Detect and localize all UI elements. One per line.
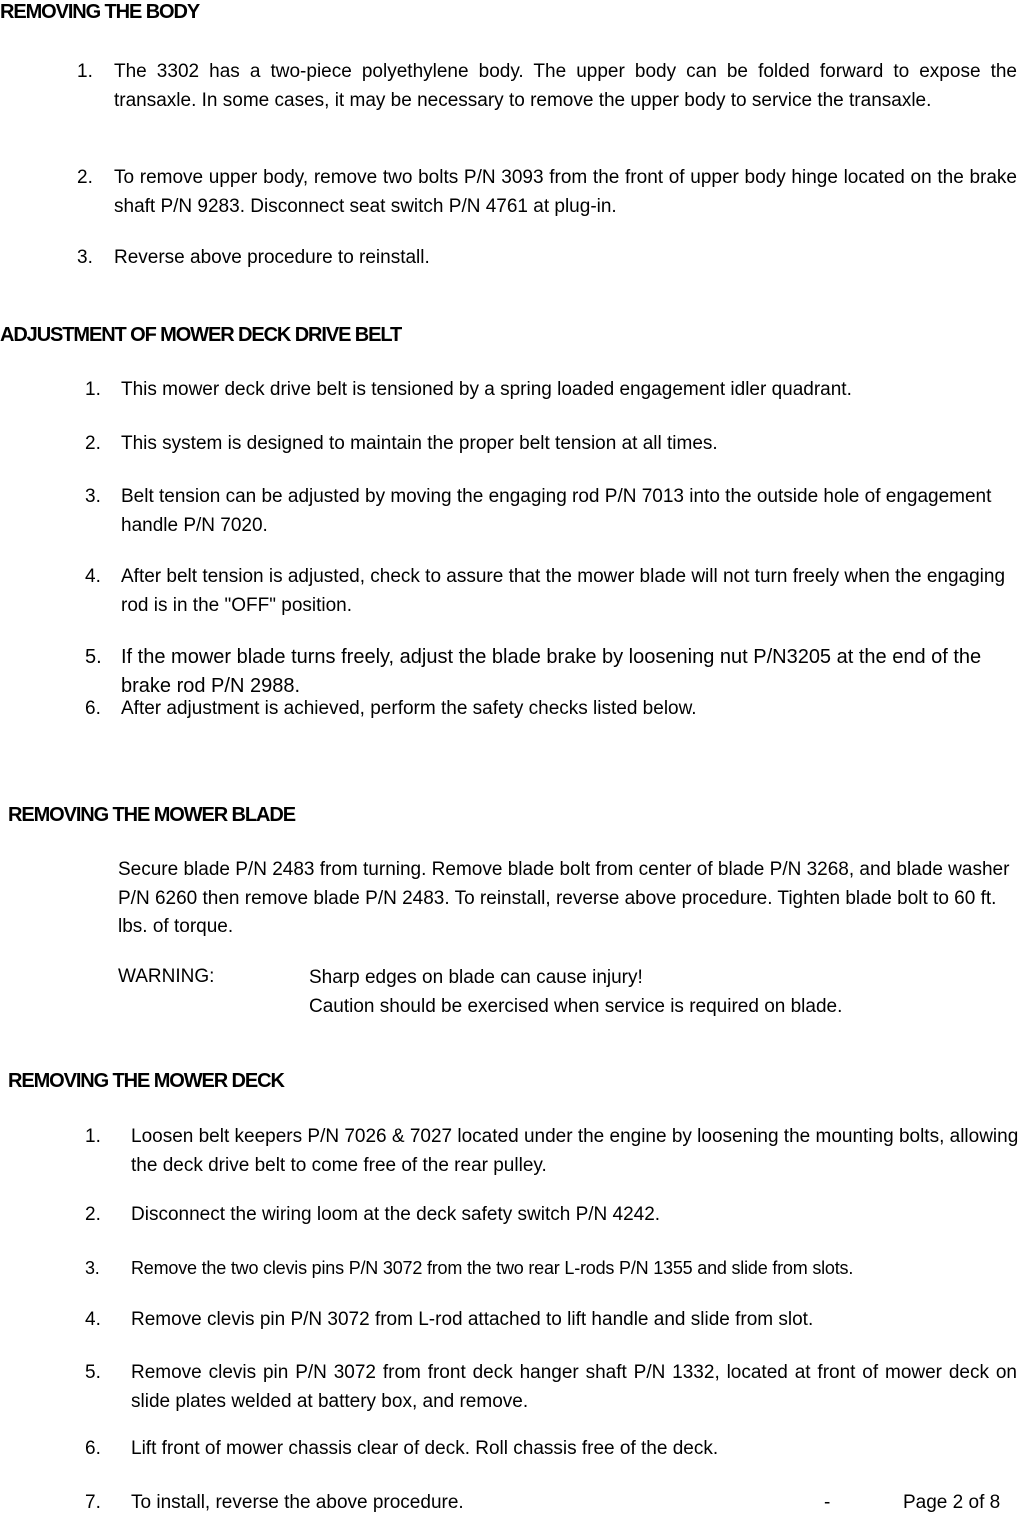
section-heading-removing-blade: REMOVING THE MOWER BLADE	[8, 804, 295, 826]
list-item-text: This system is designed to maintain the proper belt tension at all times.	[121, 433, 718, 454]
list-item-text: After adjustment is achieved, perform the safety checks listed below.	[121, 698, 697, 719]
list-item	[77, 58, 1017, 115]
warning-line-1: Sharp edges on blade can cause injury!	[309, 967, 643, 988]
section-heading-removing-deck: REMOVING THE MOWER DECK	[8, 1070, 284, 1092]
list-item-text: Loosen belt keepers P/N 7026 & 7027 located under the engine by loosening the mounting bolts, allowing the deck drive belt to come free of the rear pulley.	[131, 1126, 1019, 1176]
blade-instructions: Secure blade P/N 2483 from turning. Remove blade bolt from center of blade P/N 3268, and blade washer P/N 6260 then remove blade P/N 2483. To reinstall, reverse above procedure. Tighten blade bolt to 60 ft. lbs. of torque.	[118, 859, 1010, 937]
list-item-number: 2.	[85, 1204, 101, 1225]
warning-line-2: Caution should be exercised when service is required on blade.	[309, 996, 843, 1017]
list-item-text: Lift front of mower chassis clear of deck. Roll chassis free of the deck.	[131, 1438, 719, 1459]
list-item	[85, 1201, 1025, 1230]
list-item-number: 7.	[85, 1492, 101, 1513]
list-item-number: 6.	[85, 1438, 101, 1459]
list-item-number: 2.	[77, 167, 93, 188]
list-item	[77, 164, 1017, 221]
list-item	[85, 695, 1025, 724]
list-item-number: 6.	[85, 698, 101, 719]
list-item-number: 2.	[85, 433, 101, 454]
list-item-number: 1.	[77, 61, 93, 82]
section-heading-removing-body: REMOVING THE BODY	[0, 1, 200, 23]
warning-label: WARNING:	[118, 966, 215, 987]
list-item	[85, 563, 1025, 620]
section-heading-belt-adjustment: ADJUSTMENT OF MOWER DECK DRIVE BELT	[0, 324, 402, 346]
list-item-number: 1.	[85, 1126, 101, 1147]
list-item	[85, 1489, 785, 1518]
list-item-text: If the mower blade turns freely, adjust the blade brake by loosening nut P/N3205 at the end of the brake rod P/N 2988.	[121, 646, 982, 697]
footer-dash: -	[824, 1492, 831, 1513]
list-item-text: To remove upper body, remove two bolts P/N 3093 from the front of upper body hinge located on the brake shaft P/N 9283. Disconnect seat switch P/N 4761 at plug-in.	[114, 167, 1017, 217]
list-item	[85, 1435, 1025, 1464]
page-number: Page 2 of 8	[903, 1492, 1001, 1513]
list-item-text: Remove clevis pin P/N 3072 from front deck hanger shaft P/N 1332, located at front of mower deck on slide plates welded at battery box, and remove.	[131, 1362, 1017, 1412]
list-item-text: Disconnect the wiring loom at the deck safety switch P/N 4242.	[131, 1204, 661, 1225]
list-item	[85, 643, 1025, 700]
list-item	[85, 376, 1025, 405]
list-item-number: 3.	[85, 486, 101, 507]
list-item-number: 3.	[77, 247, 93, 268]
list-item-number: 5.	[85, 646, 102, 668]
list-item-text: Remove clevis pin P/N 3072 from L-rod attached to lift handle and slide from slot.	[131, 1309, 814, 1330]
list-item	[77, 244, 1017, 273]
list-item-number: 3.	[85, 1258, 100, 1278]
list-item-number: 4.	[85, 1309, 101, 1330]
list-item-number: 1.	[85, 379, 101, 400]
list-item-text: To install, reverse the above procedure.	[131, 1492, 464, 1513]
list-item	[85, 1123, 1025, 1180]
list-item	[85, 430, 1025, 459]
list-item	[85, 483, 1025, 540]
list-item-text: Belt tension can be adjusted by moving the engaging rod P/N 7013 into the outside hole of engagement handle P/N 7020.	[121, 486, 992, 536]
list-item	[85, 1254, 1025, 1283]
list-item-number: 5.	[85, 1362, 101, 1383]
list-item-number: 4.	[85, 566, 101, 587]
list-item	[85, 1306, 1025, 1335]
list-item-text: After belt tension is adjusted, check to assure that the mower blade will not turn freely when the engaging rod is in the "OFF" position.	[121, 566, 1006, 616]
list-item-text: The 3302 has a two-piece polyethylene body. The upper body can be folded forward to expose the transaxle. In some cases, it may be necessary to remove the upper body to service the transaxle.	[114, 61, 1017, 111]
list-item-text: Reverse above procedure to reinstall.	[114, 247, 430, 268]
list-item-text: Remove the two clevis pins P/N 3072 from the two rear L-rods P/N 1355 and slide from slots.	[131, 1258, 854, 1278]
list-item	[85, 1359, 1017, 1416]
list-item-text: This mower deck drive belt is tensioned by a spring loaded engagement idler quadrant.	[121, 379, 852, 400]
